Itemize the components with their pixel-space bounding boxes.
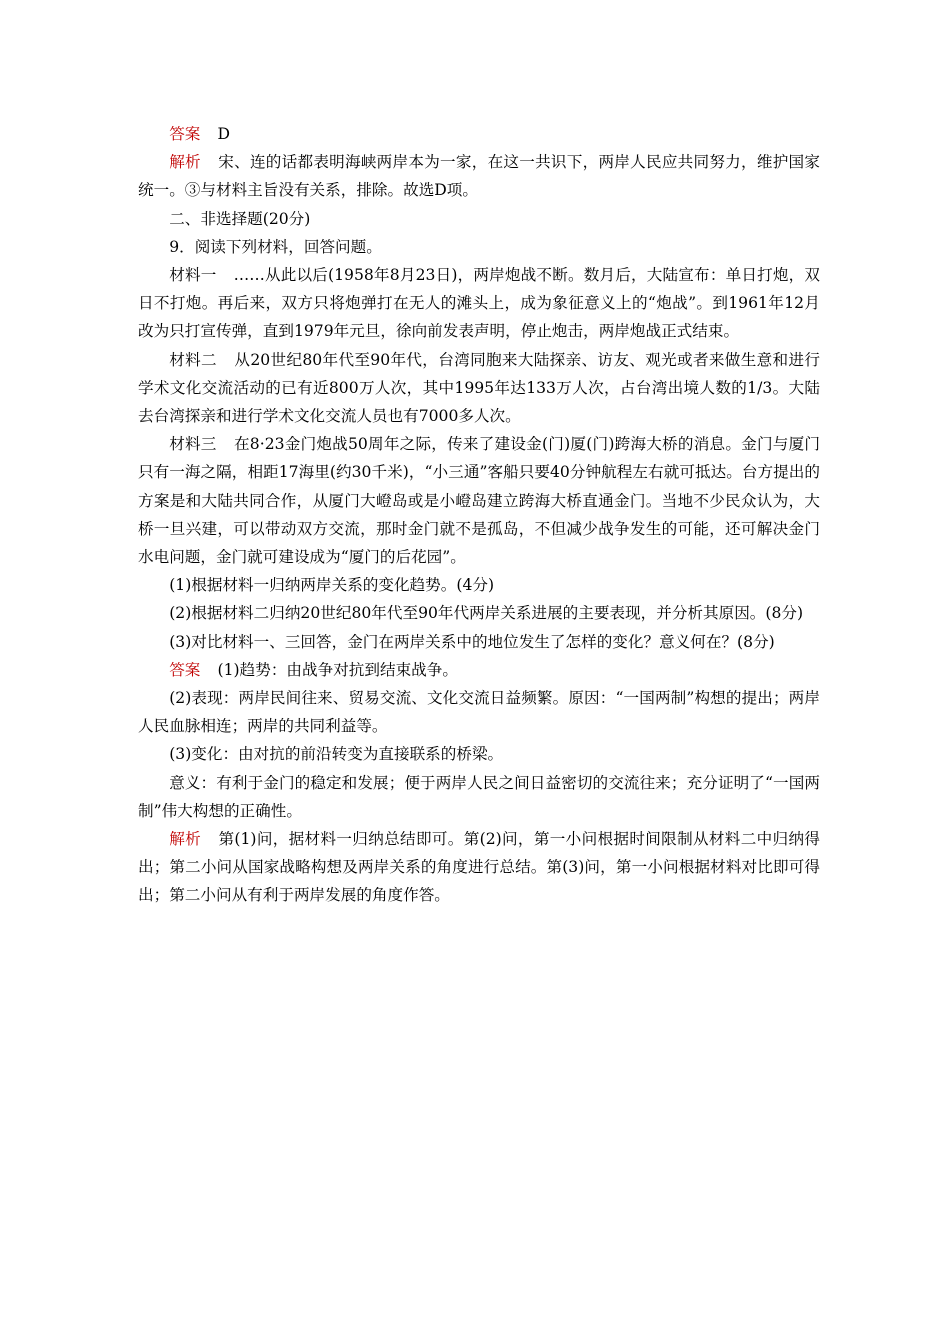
answer-label: 答案 bbox=[169, 125, 201, 143]
answer-label: 答案 bbox=[169, 660, 201, 679]
answer-9-significance: 意义：有利于金门的稳定和发展；便于两岸人民之间日益密切的交流往来；充分证明了“一国两制”伟大构想的正确性。 bbox=[138, 773, 820, 820]
analysis-9-text: 第(1)问，据材料一归纳总结即可。第(2)问，第一小问根据时间限制从材料二中归纳得出；第二小问从国家战略构想及两岸关系的角度进行总结。第(3)问，第一小问根据材料对比即可得出；第二小问从有利于两岸发展的角度作答。 bbox=[138, 830, 820, 905]
material-2-text: 从20世纪80年代至90年代，台湾同胞来大陆探亲、访友、观光或者来做生意和进行学术文化交流活动的已有近800万人次，其中1995年达133万人次，占台湾出境人数的1/3。大陆去台湾探亲和进行学术文化交流人员也有7000多人次。 bbox=[138, 350, 820, 426]
analysis-8 bbox=[138, 148, 820, 204]
material-1-text: ……从此以后(1958年8月23日)，两岸炮战不断。数月后，大陆宣布：单日打炮，双日不打炮。再后来，双方只将炮弹打在无人的滩头上，成为象征意义上的“炮战”。到1961年12月改为只打宣传弹，直到1979年元旦，徐向前发表声明，停止炮击，两岸炮战正式结束。 bbox=[138, 266, 820, 341]
analysis-9 bbox=[138, 825, 820, 910]
answer-9-part-1: (1)趋势：由战争对抗到结束战争。 bbox=[217, 660, 458, 679]
answer-value: D bbox=[217, 125, 231, 143]
material-2-label: 材料二 bbox=[169, 350, 217, 369]
material-1 bbox=[138, 261, 820, 346]
material-3-text: 在8·23金门炮战50周年之际，传来了建设金(门)厦(门)跨海大桥的消息。金门与厦门只有一海之隔，相距17海里(约30千米)，“小三通”客船只要40分钟航程左右就可抵达。台方提出的方案是和大陆共同合作，从厦门大嶝岛或是小嶝岛建立跨海大桥直通金门。当地不少民众认为，大桥一旦兴建，可以带动双方交流，那时金门就不是孤岛，不但减少战争发生的可能，还可解决金门水电问题，金门就可建设成为“厦门的后花园”。 bbox=[138, 435, 820, 567]
answer-9 bbox=[138, 656, 820, 684]
analysis-text: 宋、连的话都表明海峡两岸本为一家，在这一共识下，两岸人民应共同努力，维护国家统一。③与材料主旨没有关系，排除。故选D项。 bbox=[138, 153, 820, 200]
material-3 bbox=[138, 430, 820, 571]
material-1-label: 材料一 bbox=[169, 266, 217, 285]
answer-9-part-2: (2)表现：两岸民间往来、贸易交流、文化交流日益频繁。原因：“一国两制”构想的提出；两岸人民血脉相连；两岸的共同利益等。 bbox=[138, 689, 820, 736]
sub-question-2: (2)根据材料二归纳20世纪80年代至90年代两岸关系进展的主要表现，并分析其原因。(8分) bbox=[169, 604, 804, 623]
sub-question-1: (1)根据材料一归纳两岸关系的变化趋势。(4分) bbox=[169, 576, 495, 595]
analysis-label: 解析 bbox=[169, 153, 201, 172]
section-heading: 二、非选择题(20分) bbox=[169, 209, 311, 228]
analysis-label: 解析 bbox=[169, 830, 202, 849]
material-2 bbox=[138, 346, 820, 431]
question-9-stem: 9．阅读下列材料，回答问题。 bbox=[169, 237, 382, 256]
material-3-label: 材料三 bbox=[169, 435, 217, 454]
sub-question-3: (3)对比材料一、三回答，金门在两岸关系中的地位发生了怎样的变化？意义何在？(8分) bbox=[169, 632, 775, 651]
document-page bbox=[138, 120, 820, 910]
answer-8 bbox=[138, 120, 820, 148]
answer-9-part-3: (3)变化：由对抗的前沿转变为直接联系的桥梁。 bbox=[169, 745, 504, 764]
